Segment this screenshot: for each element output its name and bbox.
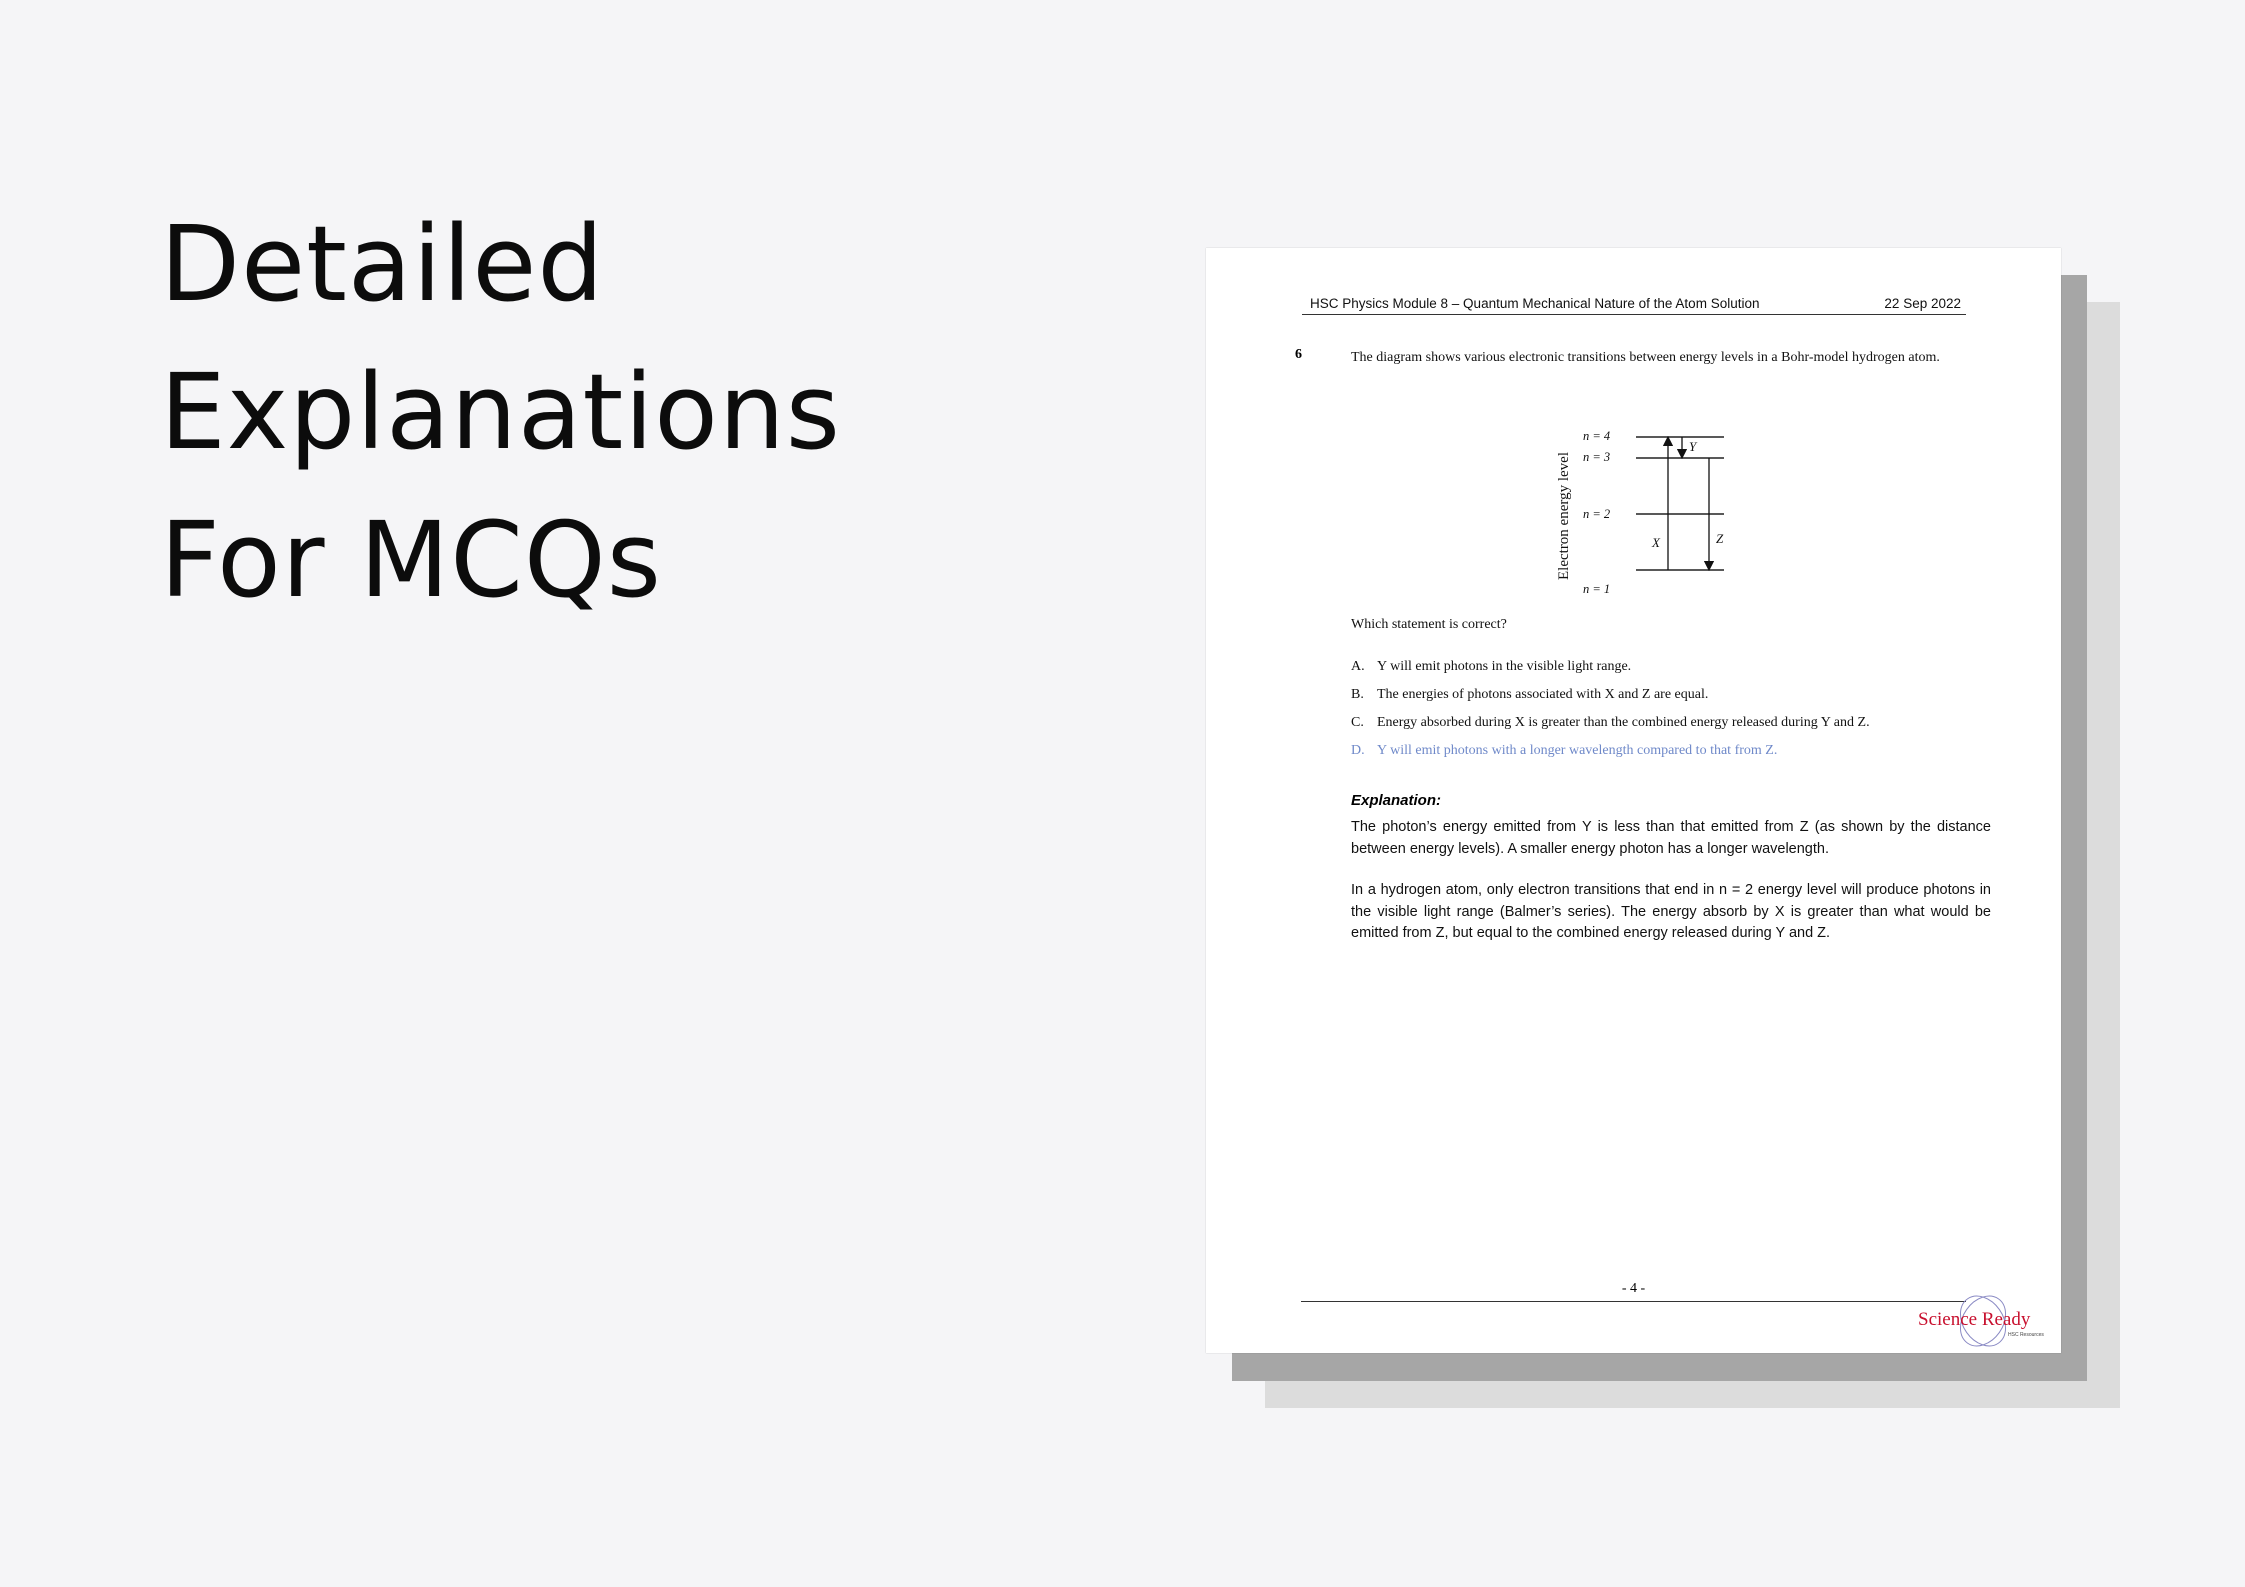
option-c-text: Energy absorbed during X is greater than the combined energy released during Y and Z. bbox=[1377, 715, 1870, 730]
transition-y-label: Y bbox=[1689, 439, 1697, 454]
page-number: - 4 - bbox=[1621, 1281, 1646, 1296]
footer-rule bbox=[1301, 1301, 1966, 1302]
document-header bbox=[1302, 296, 1966, 315]
logo-name: Science Ready bbox=[1918, 1309, 2031, 1330]
level-label-n3: n = 3 bbox=[1583, 450, 1611, 464]
option-d-correct bbox=[1351, 743, 1777, 759]
headline-line-2: Explanations bbox=[160, 351, 841, 473]
header-date: 22 Sep 2022 bbox=[1884, 296, 1961, 311]
option-d-letter: D. bbox=[1351, 743, 1365, 758]
level-label-n2: n = 2 bbox=[1583, 507, 1611, 521]
logo-tagline: HSC Resources bbox=[2008, 1332, 2044, 1338]
axis-label: Electron energy level bbox=[1556, 452, 1572, 580]
option-a-text: Y will emit photons in the visible light range. bbox=[1377, 659, 1632, 674]
header-title: HSC Physics Module 8 – Quantum Mechanical Nature of the Atom Solution bbox=[1310, 296, 1760, 311]
question-prompt: Which statement is correct? bbox=[1351, 617, 1507, 632]
explanation-paragraph-2: In a hydrogen atom, only electron transitions that end in n = 2 energy level will produce photons in the visible light range (Balmer’s series). The energy absorb by X is greater than what would be emitted from Z, but equal to the combined energy released during Y and Z. bbox=[1351, 882, 1991, 941]
transition-x-label: X bbox=[1652, 535, 1660, 550]
headline bbox=[160, 190, 841, 634]
level-label-n4: n = 4 bbox=[1583, 429, 1611, 443]
option-b bbox=[1351, 687, 1708, 703]
option-a-letter: A. bbox=[1351, 659, 1365, 674]
explanation-title: Explanation: bbox=[1351, 792, 1442, 809]
option-c-letter: C. bbox=[1351, 715, 1364, 730]
level-label-n1: n = 1 bbox=[1583, 582, 1611, 596]
option-b-text: The energies of photons associated with X and Z are equal. bbox=[1377, 687, 1709, 702]
option-c bbox=[1351, 715, 1870, 731]
document-page bbox=[1206, 248, 2061, 1353]
option-a bbox=[1351, 659, 1631, 675]
science-ready-logo bbox=[1916, 1291, 2051, 1351]
explanation-paragraph-1: The photon’s energy emitted from Y is less than that emitted from Z (as shown by the distance between energy levels). A smaller energy photon has a longer wavelength. bbox=[1351, 819, 1991, 857]
option-d-text: Y will emit photons with a longer wavelength compared to that from Z. bbox=[1377, 743, 1778, 758]
headline-line-1: Detailed bbox=[160, 203, 605, 325]
question-number: 6 bbox=[1295, 347, 1302, 362]
question-text: The diagram shows various electronic transitions between energy levels in a Bohr-model hydrogen atom. bbox=[1351, 350, 1940, 365]
energy-level-diagram bbox=[1546, 410, 1756, 596]
option-b-letter: B. bbox=[1351, 687, 1364, 702]
transition-z-label: Z bbox=[1716, 531, 1724, 546]
headline-line-3: For MCQs bbox=[160, 499, 662, 621]
